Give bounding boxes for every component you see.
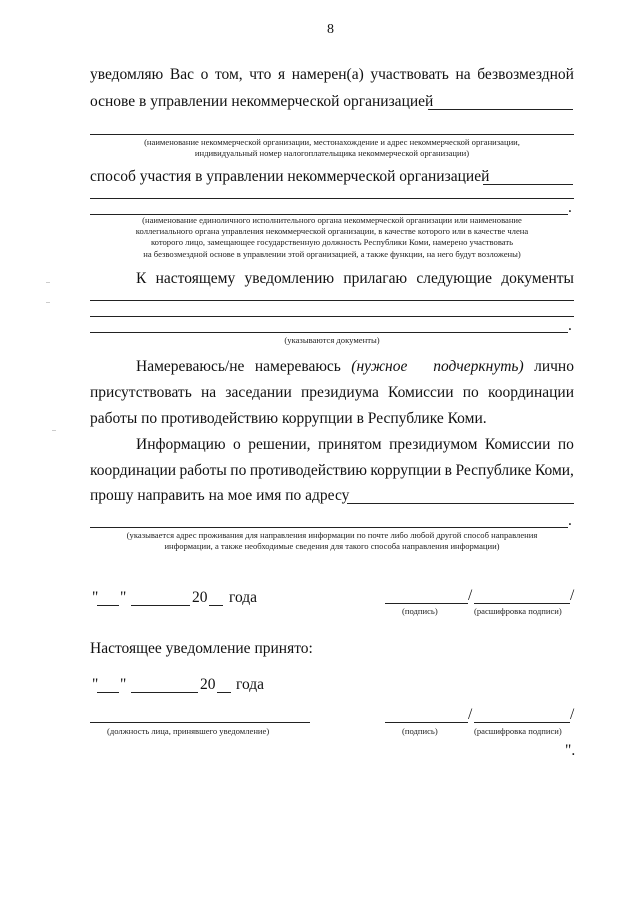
signature-2-slash: / [468, 706, 473, 723]
accepted-label: Настоящее уведомление принято: [90, 640, 313, 657]
date-1-day-blank[interactable] [97, 605, 119, 606]
word: намерен(а) [291, 66, 364, 83]
intro-line-1 [90, 66, 574, 84]
attendance-line-2 [90, 384, 574, 402]
date-1-year-blank[interactable] [209, 605, 223, 606]
word: Коми, [534, 462, 574, 479]
governing-body-caption-line-2: коллегиального органа управления некоммерческой организации, в качестве которого или в качестве члена [135, 226, 529, 237]
word: о [233, 436, 241, 453]
signature-1-slash-end: / [570, 587, 575, 604]
signature-2-slash-end: / [570, 706, 575, 723]
date-2-quote-close: " [120, 676, 127, 693]
signature-2-decoding-caption: (расшифровка подписи) [474, 726, 562, 736]
signature-2-blank[interactable] [385, 722, 468, 723]
word: том, [214, 66, 243, 83]
org-name-caption-line-1: (наименование некоммерческой организации, местонахождение и адрес некоммерческой организации, [144, 137, 520, 147]
word: присутствовать [90, 384, 192, 401]
word: следующие [416, 270, 492, 287]
word: работы [179, 462, 227, 479]
word: президиума [300, 384, 379, 401]
attendance-line-1 [136, 358, 574, 376]
governing-body-caption-line-3: которого лицо, замещающее государственную должность Республики Коми, намерено участвовать [150, 237, 514, 248]
word: участвовать [370, 66, 449, 83]
underline-hint: (нужное подчеркнуть) [351, 358, 524, 375]
word: по [462, 384, 479, 401]
attached-documents-line [136, 270, 574, 288]
documents-blank-1[interactable] [90, 300, 574, 301]
word: по [230, 462, 247, 479]
closing-quote-mark: ". [565, 742, 576, 759]
word: Информацию [136, 436, 226, 453]
scan-speck [46, 282, 50, 283]
signature-1-slash: / [468, 587, 473, 604]
attend-option-1: Намереваюсь/не [136, 358, 245, 375]
word: на [455, 66, 471, 83]
scan-speck [52, 430, 56, 431]
address-caption [96, 530, 568, 552]
date-2-year-blank[interactable] [217, 692, 231, 693]
participation-method-blank-short[interactable] [483, 184, 573, 185]
info-line-3: прошу направить на мое имя по адресу [90, 487, 350, 504]
word: К [136, 270, 147, 287]
scan-speck [46, 302, 50, 303]
address-blank-short[interactable] [347, 503, 574, 504]
word: я [278, 66, 286, 83]
attendance-line-3: работы по противодействию коррупции в Республике Коми. [90, 410, 487, 427]
address-caption-line-1: (указывается адрес проживания для направления информации по почте либо любой другой способ направления [126, 530, 538, 540]
word: решении, [248, 436, 311, 453]
address-blank[interactable] [90, 527, 568, 528]
word: коррупции [370, 462, 442, 479]
signature-1-decoding-caption: (расшифровка подписи) [474, 606, 562, 616]
governing-body-caption [96, 215, 568, 260]
date-2-year-word: года [236, 676, 265, 693]
org-name-caption-line-2: индивидуальный номер налогоплательщика некоммерческой организации) [194, 148, 470, 158]
documents-caption: (указываются документы) [284, 335, 380, 345]
word: противодействию [249, 462, 367, 479]
date-2-day-blank[interactable] [97, 692, 119, 693]
attend-option-2: намереваюсь [254, 358, 341, 375]
position-blank[interactable] [90, 722, 310, 723]
date-1-year-prefix: 20 [192, 589, 208, 606]
intro-line-2: основе в управлении некоммерческой организацией [90, 93, 434, 110]
governing-body-caption-line-1: (наименование единоличного исполнительного органа некоммерческой организации или наименование [142, 215, 522, 225]
word: Комиссии [484, 436, 551, 453]
word: что [249, 66, 272, 83]
word: на [200, 384, 217, 401]
word: уведомлению [244, 270, 335, 287]
documents-blank-2[interactable] [90, 316, 574, 317]
date-2-quote-open: " [92, 676, 99, 693]
signature-2-caption: (подпись) [402, 726, 438, 736]
signature-1-blank[interactable] [385, 603, 468, 604]
word: координации [90, 462, 177, 479]
word: принятом [317, 436, 382, 453]
word: Комиссии [388, 384, 454, 401]
signature-1-decoding-blank[interactable] [474, 603, 570, 604]
word: Вас [169, 66, 194, 83]
date-1-quote-close: " [120, 589, 127, 606]
word: Республике [455, 462, 532, 479]
date-1-quote-open: " [92, 589, 99, 606]
position-caption: (должность лица, принявшего уведомление) [107, 726, 270, 736]
word: безвозмездной [477, 66, 574, 83]
date-2-month-blank[interactable] [131, 692, 198, 693]
page-number: 8 [327, 22, 334, 37]
governing-body-caption-line-4: на безвозмездной основе в управлении этой организацией, а также функции, на него будут возложены) [143, 248, 521, 259]
word: уведомляю [90, 66, 164, 83]
end-dot: . [568, 317, 572, 334]
org-name-caption [90, 137, 574, 159]
word: заседании [225, 384, 292, 401]
signature-1-caption: (подпись) [402, 606, 438, 616]
word: в [444, 462, 452, 479]
end-dot: . [568, 512, 572, 529]
org-name-blank[interactable] [90, 134, 574, 135]
info-line-1 [136, 436, 574, 454]
word: прилагаю [343, 270, 408, 287]
documents-blank-3[interactable] [90, 332, 568, 333]
word: настоящему [155, 270, 236, 287]
attend-in-person: лично [534, 358, 574, 375]
participation-method-label: способ участия в управлении некоммерческой организацией [90, 168, 490, 185]
word: по [557, 436, 574, 453]
participation-method-blank-1[interactable] [90, 198, 574, 199]
end-dot: . [568, 199, 572, 216]
word: координации [487, 384, 574, 401]
date-1-year-word: года [229, 589, 258, 606]
date-2-year-prefix: 20 [200, 676, 216, 693]
info-line-2 [90, 462, 574, 480]
word: документы [501, 270, 574, 287]
word: президиумом [389, 436, 478, 453]
address-caption-line-2: информации, а также необходимые сведения для такого способа направления информации) [164, 541, 500, 551]
word: о [200, 66, 209, 83]
date-1-month-blank[interactable] [131, 605, 190, 606]
signature-2-decoding-blank[interactable] [474, 722, 570, 723]
org-name-blank-short[interactable] [428, 109, 573, 110]
